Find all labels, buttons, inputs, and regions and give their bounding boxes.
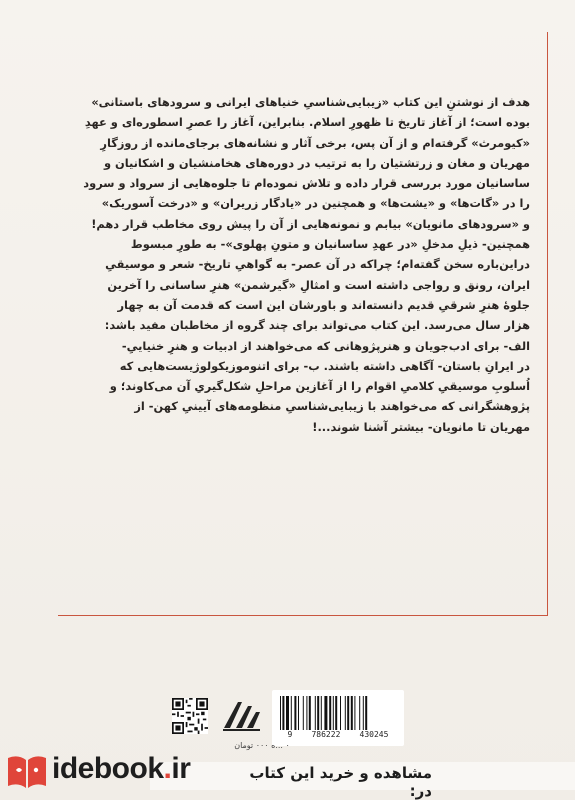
blurb-line: پژوهشگرانی که می‌خواهند با زیبایی‌شناسیِ منظومه‌های آیینیِ کهن- از <box>134 399 530 414</box>
barcode-bar <box>298 696 299 730</box>
barcode-bar <box>335 696 337 730</box>
isbn-barcode <box>272 690 404 746</box>
barcode-bar <box>324 696 327 730</box>
barcode-digit-prefix: 9 <box>287 730 293 739</box>
blurb-line: «کیومرث» گرفته‌ام و از آن پس، برخی آثار و نشانه‌های برجای‌مانده از روزگارِ <box>100 135 530 150</box>
brand-dot: . <box>163 752 172 785</box>
barcode-bar <box>315 696 316 730</box>
barcode-bar <box>351 696 353 730</box>
blurb-line: و «سرودهای مانویان» بیابم و نمونه‌هایی از آن را پیش روی مخاطب قرار دهم! <box>91 216 530 231</box>
blurb-line: اُسلوبِ موسیقیِ کلامیِ اقوام را از آغازین مراحلِ شکل‌گیریِ آن می‌کاوند؛ و <box>109 379 530 394</box>
barcode-bar <box>309 696 311 730</box>
barcode-bar <box>345 696 346 730</box>
blurb-line: را در «گات‌ها» و «یشت‌ها» و همچنین در «یادگار زریران» و «درخت آسوریک» <box>101 196 530 211</box>
barcode-icon <box>280 696 396 730</box>
barcode-bar <box>282 696 284 730</box>
barcode-bar <box>347 696 349 730</box>
barcode-bar <box>280 696 281 730</box>
blurb-line: همچنین- ذیلِ مدخلِ «در عهدِ ساسانیان و متونِ پهلوی»- به طورِ مبسوط <box>130 237 530 252</box>
barcode-bar <box>303 696 304 730</box>
idebook-brand[interactable] <box>52 752 190 786</box>
barcode-bar <box>365 696 367 730</box>
blurb-line: جلوهٔ هنرِ شرقیِ قدیم دانسته‌اند و باورشان این است که قدمت آن به چهار <box>117 297 530 312</box>
blurb-line: ساسانیان مورد بررسی قرار داده و تلاش نموده‌ام تا جلوه‌هایی از سرواد و سرود <box>83 176 530 191</box>
barcode-bar <box>294 696 296 730</box>
barcode-bar <box>286 696 289 730</box>
blurb-line: هزار سال می‌رسد. این کتاب می‌تواند برای چند گروه از مخاطبان مفید باشد: <box>104 318 530 333</box>
blurb-line: هدف از نوشتنِ این کتاب «زیبایی‌شناسیِ خنیاهای ایرانی و سرودهای باستانی» <box>91 95 530 109</box>
open-book-icon <box>4 748 50 792</box>
blurb-line: الف- برای ادب‌جویان و هنرپژوهانی که می‌خواهند از ادبیات و هنرِ خنیاییِ- <box>121 338 530 353</box>
barcode-bar <box>354 696 355 730</box>
price-label: ۰ ...ه ۰۰۰ تومان <box>234 741 290 750</box>
barcode-bar <box>321 696 322 730</box>
blurb-line: مهریان و مغان و زرتشتیان را به ترتیب در دوره‌های هخامنشیان و اشکانیان و <box>103 155 530 170</box>
barcode-bar <box>291 696 292 730</box>
blurb-text <box>74 92 530 437</box>
brand-tld: ir <box>171 752 191 785</box>
barcode-digit-group-1: 786222 <box>311 730 341 739</box>
barcode-bar <box>363 696 364 730</box>
qr-code-icon <box>172 698 208 734</box>
watermark-banner[interactable] <box>0 748 575 800</box>
blurb-line: دراین‌باره سخن گفته‌ام؛ چراکه در آن عصر- به گواهیِ تاریخ- شعر و موسیقیِ <box>105 257 530 272</box>
barcode-number <box>272 730 404 739</box>
blurb-line: در ایرانِ باستان- آگاهی داشته باشند. ب- برای اتنوموزیکولوژیست‌هایی که <box>119 358 530 373</box>
barcode-bar <box>317 696 319 730</box>
blurb-line: بوده است؛ از آغاز تاریخ تا ظهورِ اسلام. بنابراین، آغاز را عصرِ اسطوره‌ای و عهدِ <box>84 115 530 130</box>
watermark-cta: مشاهده و خرید این کتاب در: <box>249 764 432 800</box>
barcode-bar <box>333 696 334 730</box>
barcode-bar <box>329 696 331 730</box>
barcode-bar <box>306 696 307 730</box>
blurb-line: مهریان تا مانویان- بیشتر آشنا شوند...! <box>312 419 530 434</box>
brand-main: idebook <box>52 752 164 785</box>
blurb-line: ایران، رونق و رواجی داشته است و امثالِ «گیرشمن» هنرِ ساسانی را آخرین <box>107 277 530 292</box>
publisher-logo-icon <box>220 694 262 734</box>
barcode-digit-group-2: 430245 <box>359 730 389 739</box>
barcode-bar <box>340 696 341 730</box>
barcode-bar <box>359 696 360 730</box>
